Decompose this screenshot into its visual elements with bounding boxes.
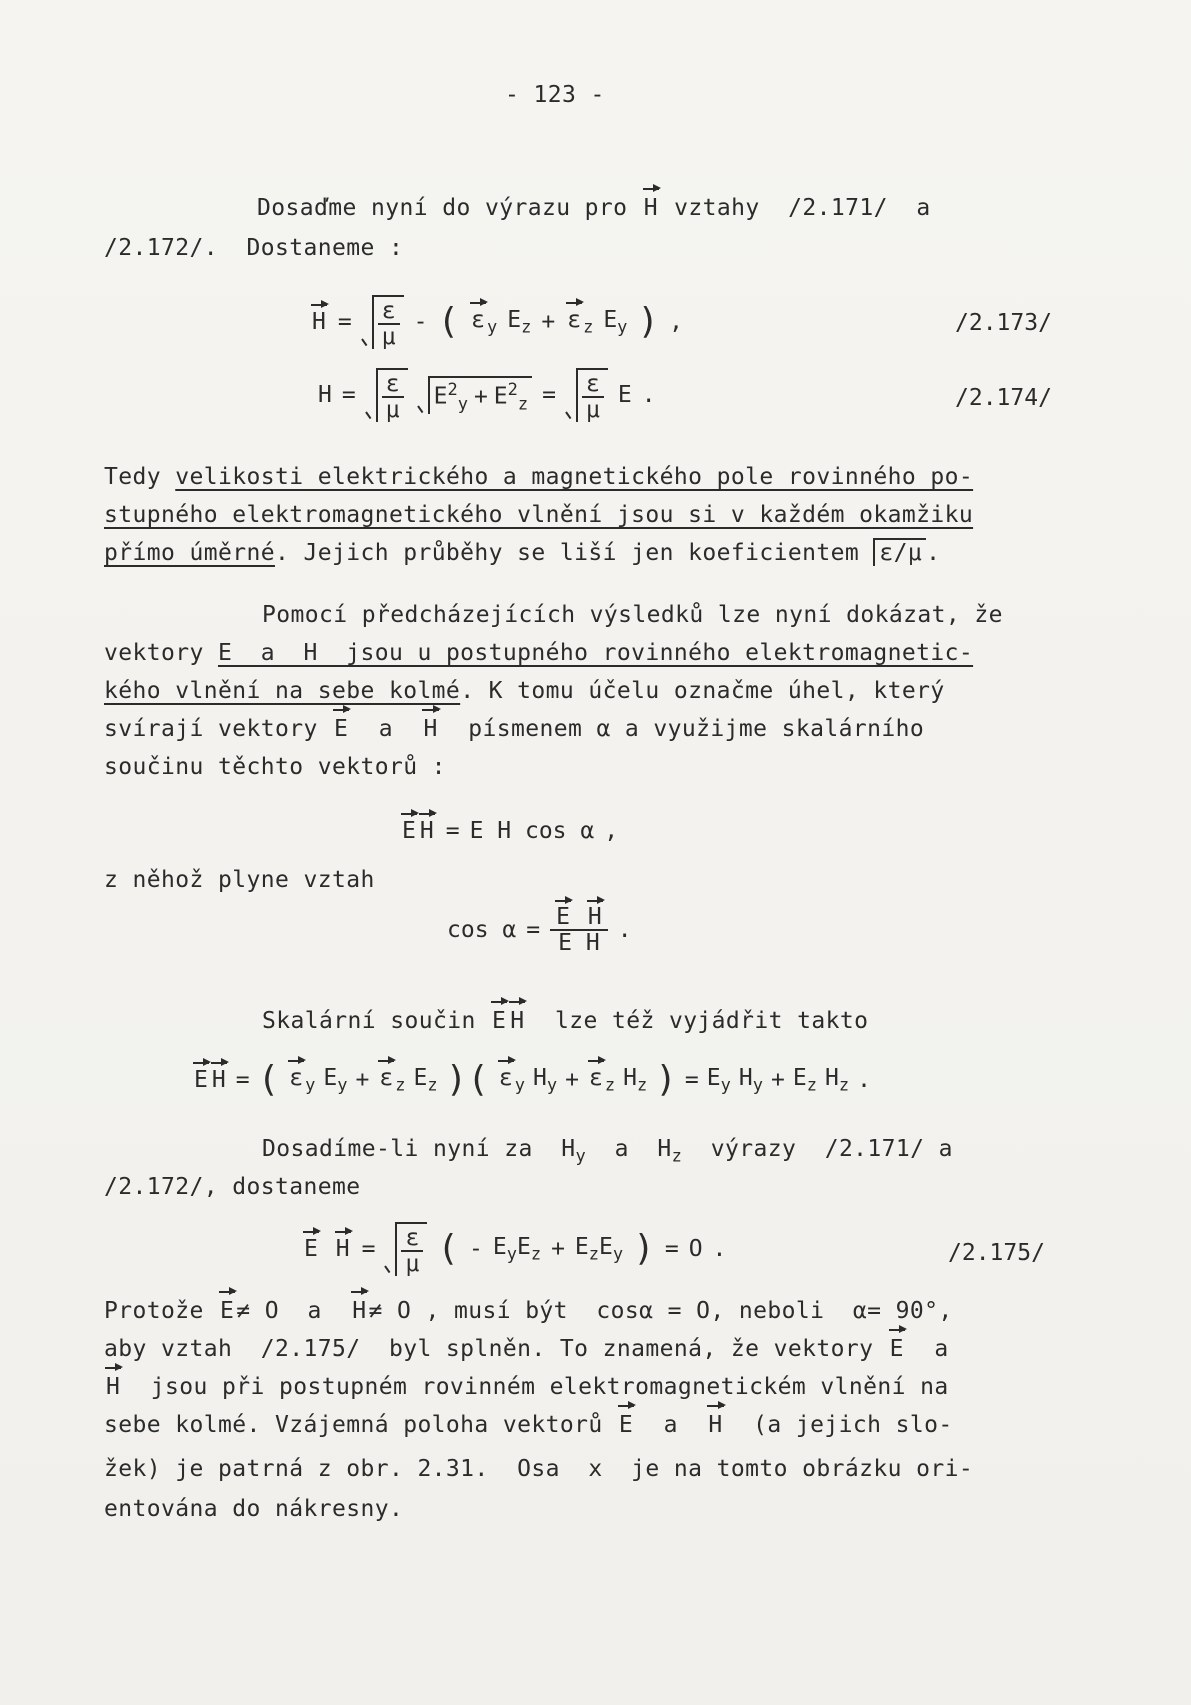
- paragraph-line: /2.172/. Dostaneme :: [104, 235, 404, 261]
- paragraph-line: sebe kolmé. Vzájemná poloha vektorů E a H (a jejich slo-: [104, 1412, 953, 1438]
- paragraph-line: Protože E≠ O a H≠ O , musí být cosα = O, neboli α= 90°,: [104, 1298, 953, 1324]
- equation-2-174: H = $\frac{\varepsilon}{\mu}$ $E^2_y$ + $E^2_z$ = $\frac{\varepsilon}{\mu}$ E .: [318, 368, 656, 422]
- equation-dot-product: E H = E H cos α ,: [402, 818, 619, 844]
- paragraph-line: aby vztah /2.175/ byl splněn. To znamená, že vektory E a: [104, 1336, 949, 1362]
- paragraph-line: svírají vektory E a H písmenem α a využijme skalárního: [104, 716, 925, 742]
- equation-number: /2.173/: [955, 310, 1052, 336]
- paragraph-line: z něhož plyne vztah: [104, 867, 375, 893]
- paragraph-line: /2.172/, dostaneme: [104, 1174, 361, 1200]
- paragraph-line: H jsou při postupném rovinném elektromagnetickém vlnění na: [106, 1374, 949, 1400]
- vector-h: H: [312, 309, 326, 336]
- paragraph-line: Tedy velikosti elektrického a magnetického pole rovinného po-: [104, 464, 974, 490]
- page-number: - 123 -: [505, 82, 605, 108]
- paragraph-line: Dosadíme-li nyní za $H_y$ a $H_z$ výrazy /2.171/ a: [262, 1136, 953, 1167]
- equation-cos-alpha: cos α = $\frac{\text{E H}}{\text{E H}}$ .: [447, 904, 632, 957]
- paragraph-line: Skalární součin E H lze též vyjádřit takto: [262, 1008, 869, 1034]
- equation-dot-product-components: E H = ( ε $_y$ $E_y$ + ε $_z$ $E_z$ )( ε $_y$ $H_y$ + ε $_z$ $H_z$ ) = $E_y$ $H_y$ + $E_z$ $H_z$ .: [194, 1059, 871, 1100]
- equation-number: /2.175/: [948, 1240, 1045, 1266]
- paragraph-line: žek) je patrná z obr. 2.31. Osa x je na tomto obrázku ori-: [104, 1456, 974, 1482]
- paragraph-line: součinu těchto vektorů :: [104, 754, 446, 780]
- equation-2-173: H = $\frac{\varepsilon}{\mu}$ - ( ε $_y$ $E_z$ + ε $_z$ $E_y$ ) ,: [310, 295, 683, 349]
- paragraph-line: stupného elektromagnetického vlnění jsou si v každém okamžiku: [104, 502, 974, 528]
- paragraph-line: Dosaďme nyní do výrazu pro H vztahy /2.171/ a: [257, 195, 931, 221]
- paragraph-line: entována do nákresny.: [104, 1496, 404, 1522]
- paragraph-line: Pomocí předcházejících výsledků lze nyní dokázat, že: [262, 602, 1003, 628]
- paragraph-line: kého vlnění na sebe kolmé. K tomu účelu označme úhel, který: [104, 678, 945, 704]
- equation-number: /2.174/: [955, 385, 1052, 411]
- vector-h: H: [643, 195, 658, 221]
- paragraph-line: přímo úměrné. Jejich průběhy se liší jen koeficientem ε/μ .: [104, 540, 941, 566]
- paragraph-line: vektory E a H jsou u postupného rovinného elektromagnetic-: [104, 640, 974, 666]
- equation-2-175: E H = $\frac{\varepsilon}{\mu}$ ( - $E_yE_z$ + $E_zE_y$ ) = O .: [302, 1222, 726, 1276]
